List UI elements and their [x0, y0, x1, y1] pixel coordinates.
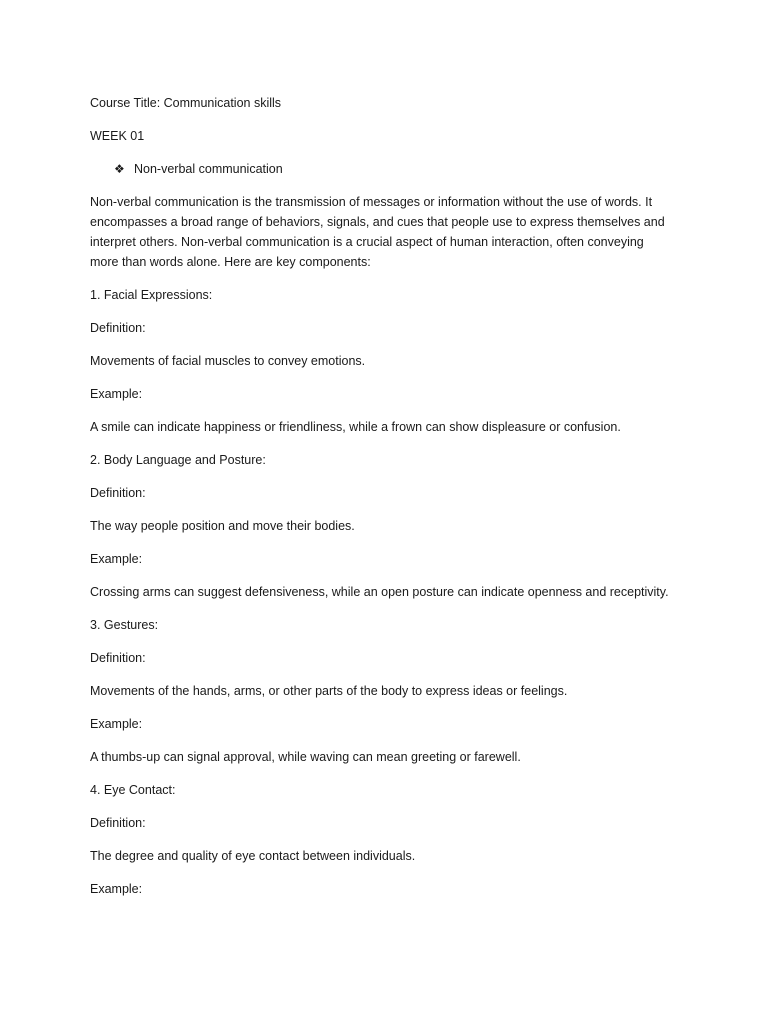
bullet-item [114, 159, 680, 179]
definition-label: Definition: [90, 321, 146, 335]
example-label: Example: [90, 552, 143, 566]
week-heading: WEEK 01 [90, 129, 145, 143]
definition-text: Movements of the hands, arms, or other parts of the body to express ideas or feelings. [90, 684, 568, 698]
example-label: Example: [90, 387, 143, 401]
example-text: A smile can indicate happiness or friendliness, while a frown can show displeasure or confusion. [90, 420, 621, 434]
section-heading: 4. Eye Contact: [90, 783, 176, 797]
section-heading: 3. Gestures: [90, 618, 159, 632]
course-title: Course Title: Communication skills [90, 96, 282, 110]
example-text: A thumbs-up can signal approval, while waving can mean greeting or farewell. [90, 750, 521, 764]
definition-text: Movements of facial muscles to convey emotions. [90, 354, 366, 368]
example-label: Example: [90, 717, 143, 731]
document-body [90, 93, 680, 912]
section-heading: 1. Facial Expressions: [90, 288, 213, 302]
definition-label: Definition: [90, 651, 146, 665]
intro-paragraph: Non-verbal communication is the transmission of messages or information without the use of words. It encompasses a broad range of behaviors, signals, and cues that people use to express themselves and interpret others. Non-verbal communication is a crucial aspect of human interaction, often conveying more than words alone. Here are key components: [90, 195, 665, 269]
definition-text: The degree and quality of eye contact between individuals. [90, 849, 416, 863]
definition-label: Definition: [90, 816, 146, 830]
bullet-text: Non-verbal communication [134, 162, 283, 176]
definition-text: The way people position and move their bodies. [90, 519, 355, 533]
four-diamond-bullet-icon: ❖ [114, 162, 125, 176]
example-text: Crossing arms can suggest defensiveness, while an open posture can indicate openness and receptivity. [90, 585, 669, 599]
section-heading: 2. Body Language and Posture: [90, 453, 266, 467]
example-label: Example: [90, 882, 143, 896]
definition-label: Definition: [90, 486, 146, 500]
